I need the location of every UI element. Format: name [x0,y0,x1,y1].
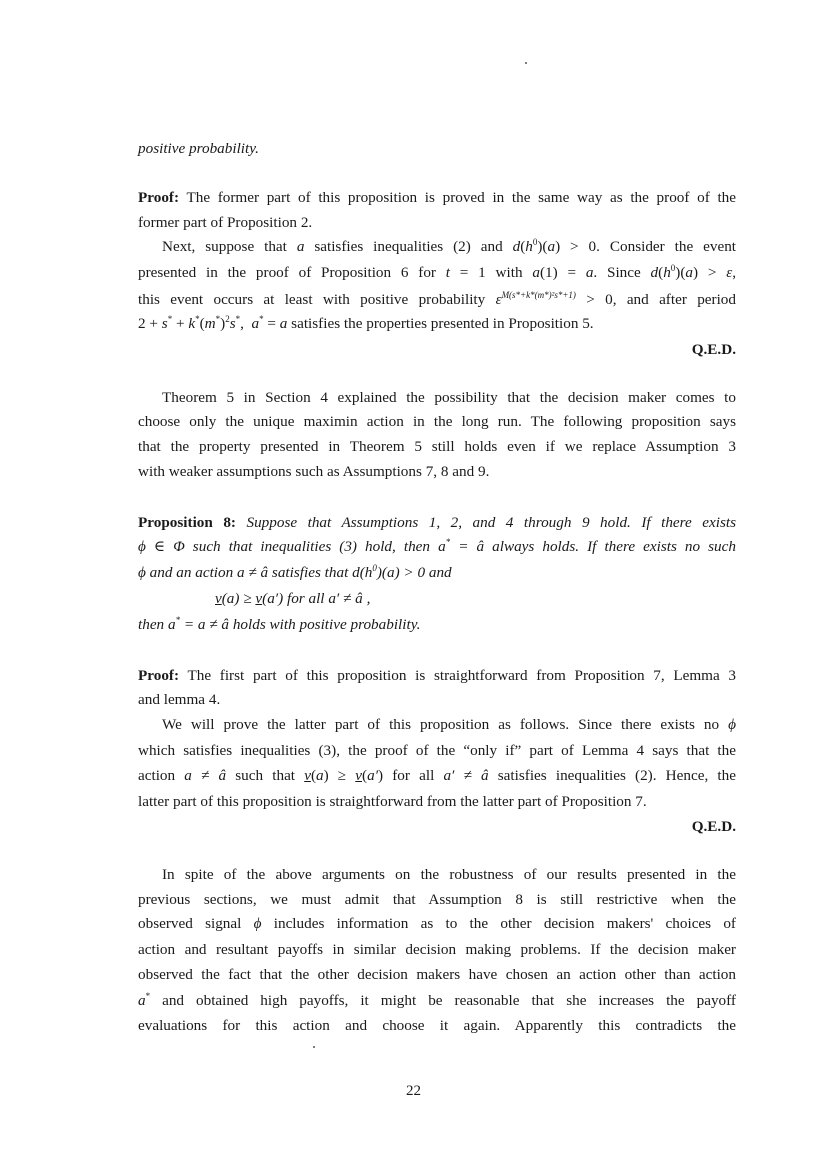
text-line: and lemma 4. [138,691,221,708]
text-line: We will prove the latter part of this proposition as follows. Since there exists no ϕ [162,716,736,733]
proposition-line: ϕ ∈ Φ such that inequalities (3) hold, then a* = â always holds. If there exists no such [138,536,736,555]
proof-line: Proof: The first part of this proposition is straightforward from Proposition 7, Lemma 3 [138,667,736,684]
text-line: which satisfies inequalities (3), the proof of the “only if” part of Lemma 4 says that the [138,742,736,759]
text-line: that the property presented in Theorem 5 still holds even if we replace Assumption 3 [138,438,736,455]
text-line: previous sections, we must admit that Assumption 8 is still restrictive when the [138,891,736,908]
proposition-label: Proposition 8: [138,514,236,531]
text-line: presented in the proof of Proposition 6 for t = 1 with a(1) = a. Since $d(h^0)(a) > \varepsilon$, [138,262,736,281]
text-line: evaluations for this action and choose it again. Apparently this contradicts the [138,1017,736,1034]
text-line: choose only the unique maximin action in the long run. The following proposition says [138,413,736,430]
scan-speck [525,62,527,64]
qed-mark: Q.E.D. [691,818,736,835]
text-line: $2 + s^* + k^*(m^*)^2s^*$, a* = a satisfies the properties presented in Proposition 5. [138,313,594,332]
proof-label: Proof: [138,667,180,684]
proposition-line: ϕ and an action a ≠ â satisfies that $d(h^0)(a) > 0$ and [138,562,452,581]
proposition-line: Proposition 8: Suppose that Assumptions 1, 2, and 4 through 9 hold. If there exists [138,514,736,531]
text-line: former part of Proposition 2. [138,214,313,231]
text-line: Theorem 5 in Section 4 explained the possibility that the decision maker comes to [162,389,736,406]
scan-speck [313,1046,315,1048]
page-number: 22 [406,1083,421,1099]
proposition-line: then a* = a ≠ â holds with positive probability. [138,614,421,633]
proof-label: Proof: [138,189,180,206]
text-line: latter part of this proposition is straightforward from the latter part of Proposition 7. [138,793,647,810]
text-line: action and resultant payoffs in similar decision making problems. If the decision maker [138,941,736,958]
text-line: this event occurs at least with positive probability $\varepsilon^{M(s*+k*(m*)^2s*+1)} > 0$, and after period [138,289,736,308]
proposition-line: v(a) ≥ v(a′) for all a′ ≠ â , [215,590,371,607]
text-line: action a ≠ â such that v(a) ≥ v(a′) for all a′ ≠ â satisfies inequalities (2). Hence, the [138,767,736,784]
text-line: observed the fact that the other decision makers have chosen an action other than action [138,966,736,983]
text-line: positive probability. [138,140,259,157]
text-line: Next, suppose that a satisfies inequalities (2) and $d(h^0)(a) > 0$. Consider the event [162,236,737,255]
text-line: with weaker assumptions such as Assumptions 7, 8 and 9. [138,463,490,480]
qed-mark: Q.E.D. [691,341,736,358]
text-line: a* and obtained high payoffs, it might be reasonable that she increases the payoff [138,990,736,1009]
text-line: In spite of the above arguments on the robustness of our results presented in the [162,866,736,883]
text-line: observed signal ϕ includes information as to the other decision makers' choices of [138,915,736,932]
proof-line: Proof: The former part of this proposition is proved in the same way as the proof of the [138,189,736,206]
